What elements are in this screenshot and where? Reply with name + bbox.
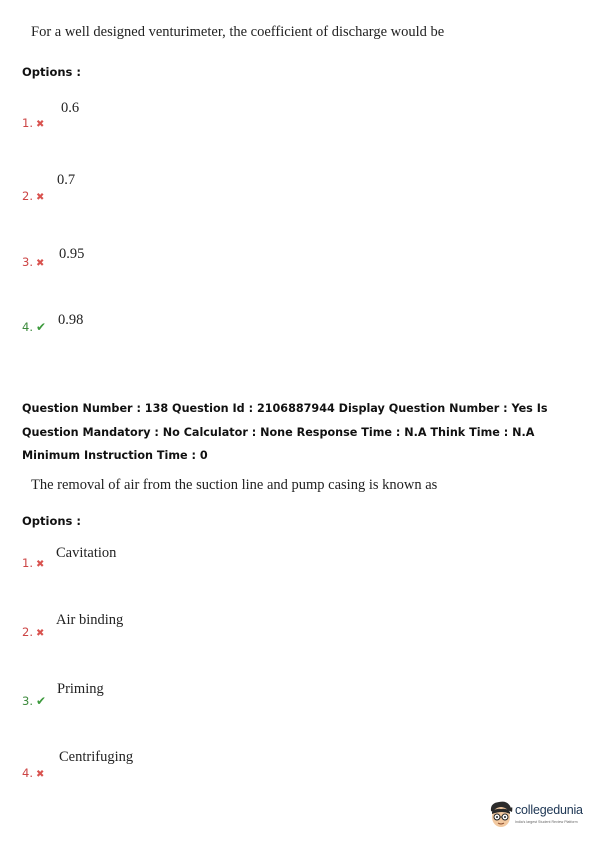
option-value: 0.95	[59, 246, 85, 262]
option-value: Priming	[57, 681, 104, 697]
brand-name: collegedunia	[515, 803, 583, 817]
options-label-2: Options :	[22, 514, 81, 528]
options-label-1: Options :	[22, 65, 81, 79]
option-number: 4.	[22, 320, 33, 334]
option-number: 2.	[22, 625, 33, 639]
option-number: 3.	[22, 694, 33, 708]
option-number: 3.	[22, 255, 33, 269]
option-value: 0.7	[57, 172, 76, 188]
mascot-face-icon	[488, 800, 514, 830]
question-1-text: For a well designed venturimeter, the coefficient of discharge would be	[31, 24, 445, 40]
option-value: 0.6	[61, 100, 80, 116]
check-icon: ✔	[35, 694, 47, 708]
cross-icon: ✖	[35, 192, 45, 203]
cross-icon: ✖	[35, 769, 45, 780]
cross-icon: ✖	[35, 119, 45, 130]
option-number: 4.	[22, 766, 33, 780]
option-value: Centrifuging	[59, 749, 134, 765]
cross-icon: ✖	[35, 628, 45, 639]
option-number: 1.	[22, 556, 33, 570]
cross-icon: ✖	[35, 559, 45, 570]
option-value: 0.98	[58, 312, 84, 328]
option-value: Air binding	[56, 612, 124, 628]
question-2-text: The removal of air from the suction line and pump casing is known as	[31, 477, 438, 493]
question-meta: Question Number : 138 Question Id : 2106887944 Display Question Number : Yes Is Question Mandatory : No Calculator : None Response Time : N.A Think Time : N.A Minimum Instruction Time : 0	[22, 402, 548, 462]
option-number: 1.	[22, 116, 33, 130]
option-value: Cavitation	[56, 545, 117, 561]
check-icon: ✔	[35, 320, 47, 334]
brand-logo	[488, 800, 588, 832]
option-number: 2.	[22, 189, 33, 203]
cross-icon: ✖	[35, 258, 45, 269]
brand-tagline: India's largest Student Review Platform	[515, 820, 578, 824]
